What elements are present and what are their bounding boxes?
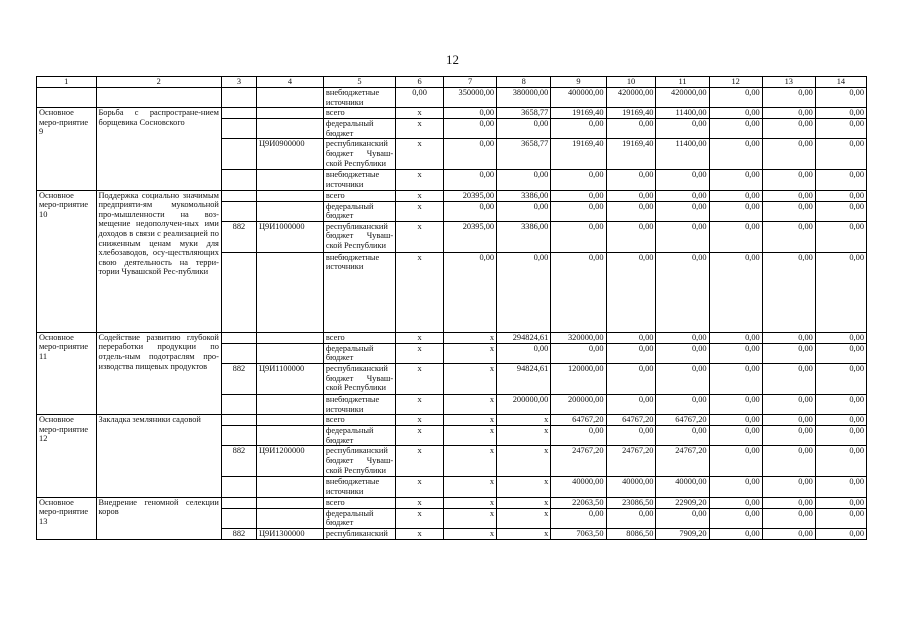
value-cell: 120000,00 xyxy=(551,363,606,394)
budget-code-cell xyxy=(256,170,323,190)
value-cell: 0,00 xyxy=(551,221,606,252)
funding-source-cell: внебюджетные источники xyxy=(323,252,395,332)
value-cell: 0,00 xyxy=(656,119,709,139)
value-cell: 0,00 xyxy=(815,88,866,108)
value-cell: 0,00 xyxy=(762,332,815,343)
value-cell: 0,00 xyxy=(762,415,815,426)
value-cell: 0,00 xyxy=(815,119,866,139)
measure-name-cell: Основное меро-приятие 13 xyxy=(37,497,97,539)
funding-source-cell: федеральный бюджет xyxy=(323,426,395,446)
value-cell: x xyxy=(396,221,444,252)
value-cell: 19169,40 xyxy=(606,108,656,119)
budget-code-cell: Ц9И0900000 xyxy=(256,139,323,170)
value-cell: 0,00 xyxy=(656,394,709,414)
value-cell: x xyxy=(396,119,444,139)
page-number: 12 xyxy=(446,52,459,67)
value-cell: x xyxy=(443,332,496,343)
value-cell: 0,00 xyxy=(709,201,762,221)
funding-source-cell: республиканский бюджет Чуваш-ской Республики xyxy=(323,139,395,170)
value-cell: 420000,00 xyxy=(656,88,709,108)
value-cell: 40000,00 xyxy=(656,477,709,497)
value-cell: 64767,20 xyxy=(656,415,709,426)
grbs-cell xyxy=(221,252,256,332)
value-cell: 0,00 xyxy=(762,528,815,539)
value-cell: x xyxy=(396,415,444,426)
grbs-cell xyxy=(221,139,256,170)
value-cell: 0,00 xyxy=(709,343,762,363)
value-cell: 420000,00 xyxy=(606,88,656,108)
value-cell: 0,00 xyxy=(656,426,709,446)
table-row xyxy=(37,332,867,343)
budget-code-cell xyxy=(256,332,323,343)
measure-name-cell: Основное меро-приятие 12 xyxy=(37,415,97,497)
value-cell: x xyxy=(497,477,551,497)
value-cell: 8086,50 xyxy=(606,528,656,539)
budget-code-cell xyxy=(256,508,323,528)
value-cell: 0,00 xyxy=(762,363,815,394)
budget-code-cell xyxy=(256,88,323,108)
budget-code-cell xyxy=(256,394,323,414)
value-cell: 0,00 xyxy=(656,221,709,252)
value-cell: 0,00 xyxy=(443,139,496,170)
value-cell: 0,00 xyxy=(606,363,656,394)
value-cell: x xyxy=(396,363,444,394)
value-cell: x xyxy=(497,497,551,508)
column-header: 9 xyxy=(551,77,606,88)
value-cell: x xyxy=(497,446,551,477)
budget-code-cell xyxy=(256,190,323,201)
value-cell: 0,00 xyxy=(762,252,815,332)
value-cell: 0,00 xyxy=(709,477,762,497)
value-cell: 0,00 xyxy=(606,252,656,332)
value-cell: 0,00 xyxy=(497,170,551,190)
value-cell: 20395,00 xyxy=(443,221,496,252)
value-cell: 0,00 xyxy=(656,170,709,190)
value-cell: 0,00 xyxy=(815,332,866,343)
value-cell: 3658,77 xyxy=(497,108,551,119)
value-cell: 7063,50 xyxy=(551,528,606,539)
measure-description-cell: Внедрение геномной селекции коров xyxy=(96,497,221,539)
value-cell: 11400,00 xyxy=(656,139,709,170)
funding-source-cell: федеральный бюджет xyxy=(323,508,395,528)
measure-name-cell: Основное меро-приятие 10 xyxy=(37,190,97,332)
grbs-cell xyxy=(221,201,256,221)
value-cell: 400000,00 xyxy=(551,88,606,108)
value-cell: 0,00 xyxy=(551,170,606,190)
value-cell: 22909,20 xyxy=(656,497,709,508)
value-cell: 40000,00 xyxy=(606,477,656,497)
grbs-cell xyxy=(221,343,256,363)
header-row xyxy=(37,77,867,88)
funding-source-cell: республиканский бюджет Чуваш-ской Республики xyxy=(323,221,395,252)
value-cell: 0,00 xyxy=(606,332,656,343)
measure-description-cell: Содействие развитию глубокой переработки продукции по отдель-ным подотраслям про-изводства пищевых продуктов xyxy=(96,332,221,414)
value-cell: x xyxy=(497,426,551,446)
budget-code-cell xyxy=(256,343,323,363)
value-cell: 0,00 xyxy=(497,119,551,139)
value-cell: 0,00 xyxy=(815,394,866,414)
value-cell: x xyxy=(443,497,496,508)
funding-source-cell: всего xyxy=(323,332,395,343)
grbs-cell xyxy=(221,426,256,446)
measure-description-cell: Закладка земляники садовой xyxy=(96,415,221,497)
column-header: 8 xyxy=(497,77,551,88)
value-cell: 20395,00 xyxy=(443,190,496,201)
value-cell: 294824,61 xyxy=(497,332,551,343)
value-cell: 0,00 xyxy=(815,252,866,332)
column-header: 2 xyxy=(96,77,221,88)
grbs-cell xyxy=(221,477,256,497)
budget-code-cell: Ц9И1200000 xyxy=(256,446,323,477)
value-cell: x xyxy=(443,528,496,539)
value-cell: 0,00 xyxy=(709,170,762,190)
value-cell: x xyxy=(396,477,444,497)
value-cell: 0,00 xyxy=(709,508,762,528)
value-cell: 0,00 xyxy=(762,190,815,201)
value-cell: 0,00 xyxy=(709,363,762,394)
value-cell: 0,00 xyxy=(709,332,762,343)
measure-name-cell: Основное меро-приятие 9 xyxy=(37,108,97,190)
grbs-cell xyxy=(221,497,256,508)
value-cell: 0,00 xyxy=(606,170,656,190)
value-cell: 0,00 xyxy=(815,201,866,221)
funding-source-cell: федеральный бюджет xyxy=(323,119,395,139)
measure-description-cell xyxy=(96,88,221,108)
value-cell: 0,00 xyxy=(656,332,709,343)
value-cell: 19169,40 xyxy=(551,108,606,119)
grbs-cell xyxy=(221,332,256,343)
value-cell: 94824,61 xyxy=(497,363,551,394)
value-cell: 0,00 xyxy=(497,201,551,221)
column-header: 1 xyxy=(37,77,97,88)
value-cell: 0,00 xyxy=(606,394,656,414)
budget-code-cell xyxy=(256,252,323,332)
value-cell: 0,00 xyxy=(551,426,606,446)
value-cell: 350000,00 xyxy=(443,88,496,108)
value-cell: 0,00 xyxy=(606,426,656,446)
value-cell: 0,00 xyxy=(762,119,815,139)
value-cell: 0,00 xyxy=(815,528,866,539)
value-cell: 0,00 xyxy=(551,119,606,139)
measure-name-cell xyxy=(37,88,97,108)
value-cell: 0,00 xyxy=(656,363,709,394)
value-cell: x xyxy=(443,477,496,497)
value-cell: 0,00 xyxy=(709,88,762,108)
value-cell: 19169,40 xyxy=(551,139,606,170)
funding-source-cell: внебюджетные источники xyxy=(323,88,395,108)
value-cell: 0,00 xyxy=(762,477,815,497)
value-cell: 0,00 xyxy=(762,108,815,119)
value-cell: 0,00 xyxy=(606,119,656,139)
value-cell: 0,00 xyxy=(815,221,866,252)
value-cell: 0,00 xyxy=(606,190,656,201)
value-cell: 0,00 xyxy=(762,426,815,446)
value-cell: 0,00 xyxy=(709,426,762,446)
grbs-cell: 882 xyxy=(221,363,256,394)
budget-code-cell xyxy=(256,119,323,139)
value-cell: x xyxy=(396,508,444,528)
value-cell: 0,00 xyxy=(762,446,815,477)
grbs-cell xyxy=(221,415,256,426)
value-cell: 0,00 xyxy=(656,252,709,332)
value-cell: x xyxy=(396,170,444,190)
funding-source-cell: всего xyxy=(323,415,395,426)
value-cell: x xyxy=(443,415,496,426)
value-cell: 0,00 xyxy=(443,201,496,221)
value-cell: x xyxy=(396,394,444,414)
funding-source-cell: всего xyxy=(323,497,395,508)
value-cell: 19169,40 xyxy=(606,139,656,170)
value-cell: x xyxy=(497,508,551,528)
value-cell: 200000,00 xyxy=(551,394,606,414)
value-cell: 0,00 xyxy=(551,190,606,201)
grbs-cell xyxy=(221,170,256,190)
value-cell: 0,00 xyxy=(762,170,815,190)
funding-source-cell: республиканский бюджет Чуваш-ской Республики xyxy=(323,446,395,477)
value-cell: 0,00 xyxy=(497,343,551,363)
value-cell: x xyxy=(396,139,444,170)
budget-code-cell xyxy=(256,415,323,426)
value-cell: 0,00 xyxy=(815,415,866,426)
funding-source-cell: федеральный бюджет xyxy=(323,201,395,221)
measure-description-cell: Борьба с распростране-нием борщевика Сосновского xyxy=(96,108,221,190)
grbs-cell xyxy=(221,119,256,139)
value-cell: 0,00 xyxy=(815,363,866,394)
column-header: 5 xyxy=(323,77,395,88)
value-cell: 0,00 xyxy=(606,221,656,252)
table-row xyxy=(37,88,867,108)
measure-description-cell: Поддержка социально значимым предприяти-ям мукомольной про-мышленности на воз-мещение недополучен-ных ими доходов в связи с реализацией по сниженным ценам муки для хлебозаводов, осу-ществляющих свою деятельность на терри-тории Чувашской Рес-публики xyxy=(96,190,221,332)
budget-table xyxy=(36,76,867,540)
budget-code-cell xyxy=(256,108,323,119)
column-header: 6 xyxy=(396,77,444,88)
column-header: 11 xyxy=(656,77,709,88)
value-cell: 0,00 xyxy=(656,201,709,221)
value-cell: 0,00 xyxy=(709,528,762,539)
value-cell: 0,00 xyxy=(709,221,762,252)
value-cell: 0,00 xyxy=(709,446,762,477)
value-cell: x xyxy=(443,394,496,414)
budget-code-cell xyxy=(256,201,323,221)
column-header: 13 xyxy=(762,77,815,88)
value-cell: 40000,00 xyxy=(551,477,606,497)
budget-code-cell: Ц9И1000000 xyxy=(256,221,323,252)
grbs-cell: 882 xyxy=(221,528,256,539)
value-cell: 0,00 xyxy=(656,190,709,201)
value-cell: 0,00 xyxy=(815,477,866,497)
value-cell: x xyxy=(396,497,444,508)
value-cell: 0,00 xyxy=(709,119,762,139)
funding-source-cell: республиканский бюджет Чуваш-ской Республики xyxy=(323,363,395,394)
value-cell: 320000,00 xyxy=(551,332,606,343)
funding-source-cell: внебюджетные источники xyxy=(323,394,395,414)
value-cell: 22063,50 xyxy=(551,497,606,508)
value-cell: 0,00 xyxy=(815,343,866,363)
value-cell: 0,00 xyxy=(606,343,656,363)
funding-source-cell: всего xyxy=(323,108,395,119)
value-cell: 3386,00 xyxy=(497,221,551,252)
value-cell: 0,00 xyxy=(443,119,496,139)
value-cell: 64767,20 xyxy=(606,415,656,426)
budget-code-cell xyxy=(256,426,323,446)
value-cell: x xyxy=(396,190,444,201)
value-cell: 0,00 xyxy=(709,415,762,426)
value-cell: x xyxy=(443,426,496,446)
value-cell: 0,00 xyxy=(709,190,762,201)
grbs-cell xyxy=(221,190,256,201)
value-cell: 0,00 xyxy=(762,508,815,528)
value-cell: 0,00 xyxy=(815,170,866,190)
value-cell: 7909,20 xyxy=(656,528,709,539)
value-cell: 0,00 xyxy=(443,252,496,332)
value-cell: x xyxy=(396,446,444,477)
budget-code-cell xyxy=(256,497,323,508)
value-cell: 200000,00 xyxy=(497,394,551,414)
value-cell: x xyxy=(396,426,444,446)
value-cell: 0,00 xyxy=(762,343,815,363)
value-cell: x xyxy=(443,363,496,394)
value-cell: x xyxy=(443,446,496,477)
value-cell: x xyxy=(396,252,444,332)
value-cell: 0,00 xyxy=(815,426,866,446)
grbs-cell: 882 xyxy=(221,446,256,477)
value-cell: 0,00 xyxy=(709,497,762,508)
value-cell: x xyxy=(396,201,444,221)
value-cell: x xyxy=(497,528,551,539)
value-cell: 0,00 xyxy=(815,497,866,508)
value-cell: 23086,50 xyxy=(606,497,656,508)
funding-source-cell: внебюджетные источники xyxy=(323,477,395,497)
table-row xyxy=(37,497,867,508)
column-header: 12 xyxy=(709,77,762,88)
value-cell: 0,00 xyxy=(606,508,656,528)
funding-source-cell: всего xyxy=(323,190,395,201)
value-cell: 0,00 xyxy=(709,139,762,170)
value-cell: 380000,00 xyxy=(497,88,551,108)
value-cell: 0,00 xyxy=(709,394,762,414)
value-cell: 0,00 xyxy=(815,108,866,119)
table-row xyxy=(37,190,867,201)
table-row xyxy=(37,415,867,426)
column-header: 7 xyxy=(443,77,496,88)
value-cell: 0,00 xyxy=(606,201,656,221)
value-cell: x xyxy=(396,108,444,119)
grbs-cell: 882 xyxy=(221,221,256,252)
grbs-cell xyxy=(221,394,256,414)
value-cell: 24767,20 xyxy=(551,446,606,477)
value-cell: 0,00 xyxy=(551,508,606,528)
value-cell: 24767,20 xyxy=(656,446,709,477)
value-cell: 0,00 xyxy=(762,497,815,508)
value-cell: 0,00 xyxy=(815,190,866,201)
grbs-cell xyxy=(221,508,256,528)
column-header: 3 xyxy=(221,77,256,88)
value-cell: 11400,00 xyxy=(656,108,709,119)
budget-code-cell xyxy=(256,477,323,497)
value-cell: 0,00 xyxy=(396,88,444,108)
value-cell: 0,00 xyxy=(551,201,606,221)
grbs-cell xyxy=(221,88,256,108)
value-cell: 0,00 xyxy=(551,343,606,363)
funding-source-cell: внебюджетные источники xyxy=(323,170,395,190)
value-cell: 3658,77 xyxy=(497,139,551,170)
value-cell: 0,00 xyxy=(709,252,762,332)
grbs-cell xyxy=(221,108,256,119)
value-cell: x xyxy=(443,508,496,528)
value-cell: 0,00 xyxy=(815,139,866,170)
value-cell: x xyxy=(396,343,444,363)
column-header: 4 xyxy=(256,77,323,88)
value-cell: 0,00 xyxy=(497,252,551,332)
value-cell: x xyxy=(443,343,496,363)
value-cell: x xyxy=(396,528,444,539)
value-cell: 0,00 xyxy=(762,139,815,170)
column-header: 14 xyxy=(815,77,866,88)
value-cell: 0,00 xyxy=(656,343,709,363)
value-cell: 3386,00 xyxy=(497,190,551,201)
value-cell: 0,00 xyxy=(656,508,709,528)
value-cell: 0,00 xyxy=(443,108,496,119)
measure-name-cell: Основное меро-приятие 11 xyxy=(37,332,97,414)
value-cell: 0,00 xyxy=(815,446,866,477)
budget-code-cell: Ц9И1300000 xyxy=(256,528,323,539)
value-cell: 0,00 xyxy=(443,170,496,190)
value-cell: 0,00 xyxy=(815,508,866,528)
column-header: 10 xyxy=(606,77,656,88)
table-row xyxy=(37,108,867,119)
value-cell: 0,00 xyxy=(762,221,815,252)
value-cell: x xyxy=(497,415,551,426)
value-cell: 64767,20 xyxy=(551,415,606,426)
budget-code-cell: Ц9И1100000 xyxy=(256,363,323,394)
value-cell: 0,00 xyxy=(762,201,815,221)
value-cell: 24767,20 xyxy=(606,446,656,477)
funding-source-cell: республиканский xyxy=(323,528,395,539)
value-cell: 0,00 xyxy=(551,252,606,332)
value-cell: 0,00 xyxy=(709,108,762,119)
funding-source-cell: федеральный бюджет xyxy=(323,343,395,363)
value-cell: x xyxy=(396,332,444,343)
value-cell: 0,00 xyxy=(762,88,815,108)
value-cell: 0,00 xyxy=(762,394,815,414)
